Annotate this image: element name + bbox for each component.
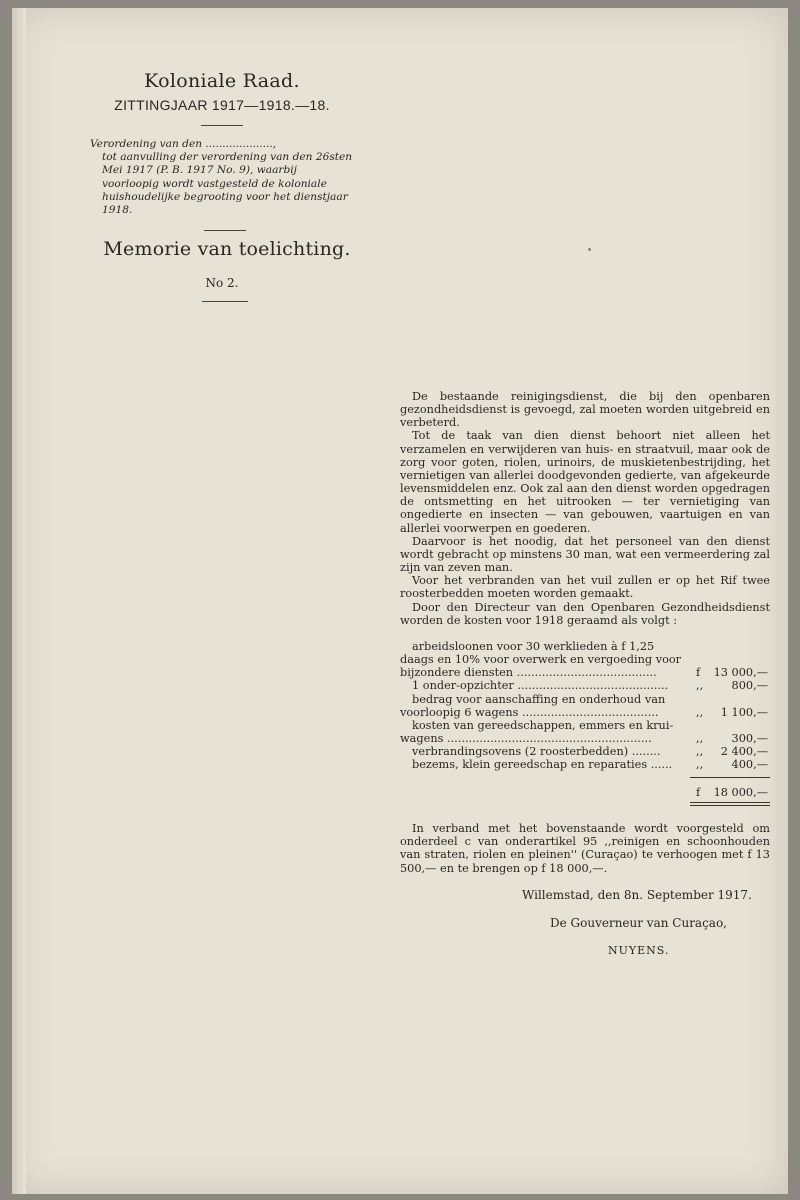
header-rule [201, 125, 243, 126]
cost-currency: ,, [696, 705, 704, 719]
closing-text: In verband met het bovenstaande wordt voorgesteld om onderdeel c van onderartikel 95 ,,reinigen en schoonhouden van straten, riolen en pleinen'' (Curaçao) te verhoogen met f 13 500,— en te brengen op f 18 000,—. [400, 822, 770, 875]
cost-row [400, 732, 770, 745]
cost-amount: 300,— [731, 731, 768, 745]
governor-title: De Gouverneur van Curaçao, [550, 916, 727, 930]
ordinance-line: Mei 1917 (P. B. 1917 No. 9), waarbij [102, 164, 297, 177]
cost-amount: 400,— [731, 758, 768, 772]
cost-row [400, 719, 770, 732]
ordinance-rule [204, 230, 246, 231]
cost-row [400, 640, 770, 653]
cost-row [400, 693, 770, 706]
cost-amount: 2 400,— [720, 745, 768, 759]
session-year: ZITTINGJAAR 1917—1918.—18. [114, 97, 330, 113]
memorie-number-text: No 2. [205, 276, 239, 290]
body-paragraph: Daarvoor is het noodig, dat het personeel van den dienst wordt gebracht op minstens 30 man, wat een vermeerdering zal zijn van zeven man. [400, 534, 770, 575]
total-currency: f [696, 786, 701, 799]
cost-row [400, 706, 770, 719]
cost-currency: ,, [696, 745, 704, 759]
cost-row [400, 666, 770, 679]
closing-paragraph [400, 822, 770, 875]
cost-currency: f [696, 666, 701, 680]
ordinance-line: 1918. [102, 204, 133, 217]
cost-label: wagens ......................................................... [400, 731, 652, 745]
document-page [12, 8, 788, 1194]
memorie-rule [202, 301, 248, 302]
cost-row [400, 758, 770, 771]
cost-row [400, 679, 770, 692]
signature: NUYENS. [608, 944, 670, 957]
ordinance-description [90, 138, 355, 217]
cost-row [400, 745, 770, 758]
total-double-rule-bottom [690, 805, 770, 806]
header [92, 70, 352, 126]
cost-label: kosten van gereedschappen, emmers en krui- [412, 718, 674, 732]
cost-currency: ,, [696, 679, 704, 693]
place-date: Willemstad, den 8n. September 1917. [522, 888, 752, 902]
memorie-title: Memorie van toelichting. [103, 238, 351, 260]
cost-label: bezems, klein gereedschap en reparaties ...... [412, 758, 673, 772]
explanation-body [400, 390, 770, 627]
cost-amount: 13 000,— [713, 666, 768, 680]
cost-label: 1 onder-opzichter .......................................... [412, 679, 669, 693]
cost-amount: 800,— [731, 679, 768, 693]
cost-label: arbeidsloonen voor 30 werklieden à f 1,25 [412, 640, 655, 653]
page-spine-shadow [12, 8, 26, 1194]
cost-label: bijzondere diensten ....................................... [400, 666, 657, 680]
total-double-rule-top [690, 802, 770, 803]
cost-amount: 1 100,— [720, 705, 768, 719]
total-amount: 18 000,— [713, 786, 768, 799]
ordinance-line: tot aanvulling der verordening van den 26sten [102, 151, 353, 164]
cost-row [400, 653, 770, 666]
paper-speck [588, 248, 591, 251]
memorie-number [92, 276, 352, 290]
body-paragraph: Voor het verbranden van het vuil zullen er op het Rif twee roosterbedden moeten worden gemaakt. [400, 574, 770, 601]
council-title: Koloniale Raad. [144, 70, 300, 92]
cost-label: daags en 10% voor overwerk en vergoeding voor [400, 653, 682, 667]
body-paragraph: De bestaande reinigingsdienst, die bij den openbaren gezondheidsdienst is gevoegd, zal moeten worden uitgebreid en verbeterd. [400, 390, 770, 430]
cost-label: verbrandingsovens (2 roosterbedden) ........ [412, 745, 661, 759]
cost-currency: ,, [696, 758, 704, 772]
cost-label: bedrag voor aanschaffing en onderhoud van [412, 692, 666, 706]
body-paragraph: Door den Directeur van den Openbaren Gezondheidsdienst worden de kosten voor 1918 geraamd als volgt : [400, 600, 770, 627]
cost-label: voorloopig 6 wagens ...................................... [400, 705, 659, 719]
body-paragraph: Tot de taak van dien dienst behoort niet alleen het verzamelen en verwijderen van huis- en straatvuil, maar ook de zorg voor goten, riolen, urinoirs, de muskietenbestrijding, het vernietigen van allerlei doodgevonden gedierte, van afgekeurde levensmiddelen enz. Ook zal aan den dienst worden opgedragen de ontsmetting en het uitrooken — ter vernietiging van ongedierte en insecten — van gebouwen, vaartuigen en van allerlei voorwerpen en goederen. [400, 429, 770, 535]
cost-table [400, 640, 770, 771]
sum-rule [690, 777, 770, 778]
cost-currency: ,, [696, 731, 704, 745]
ordinance-line: huishoudelijke begrooting voor het dienstjaar [102, 190, 348, 203]
ordinance-line: Verordening van den ...................., [90, 138, 277, 150]
ordinance-line: voorloopig wordt vastgesteld de koloniale [102, 177, 327, 190]
